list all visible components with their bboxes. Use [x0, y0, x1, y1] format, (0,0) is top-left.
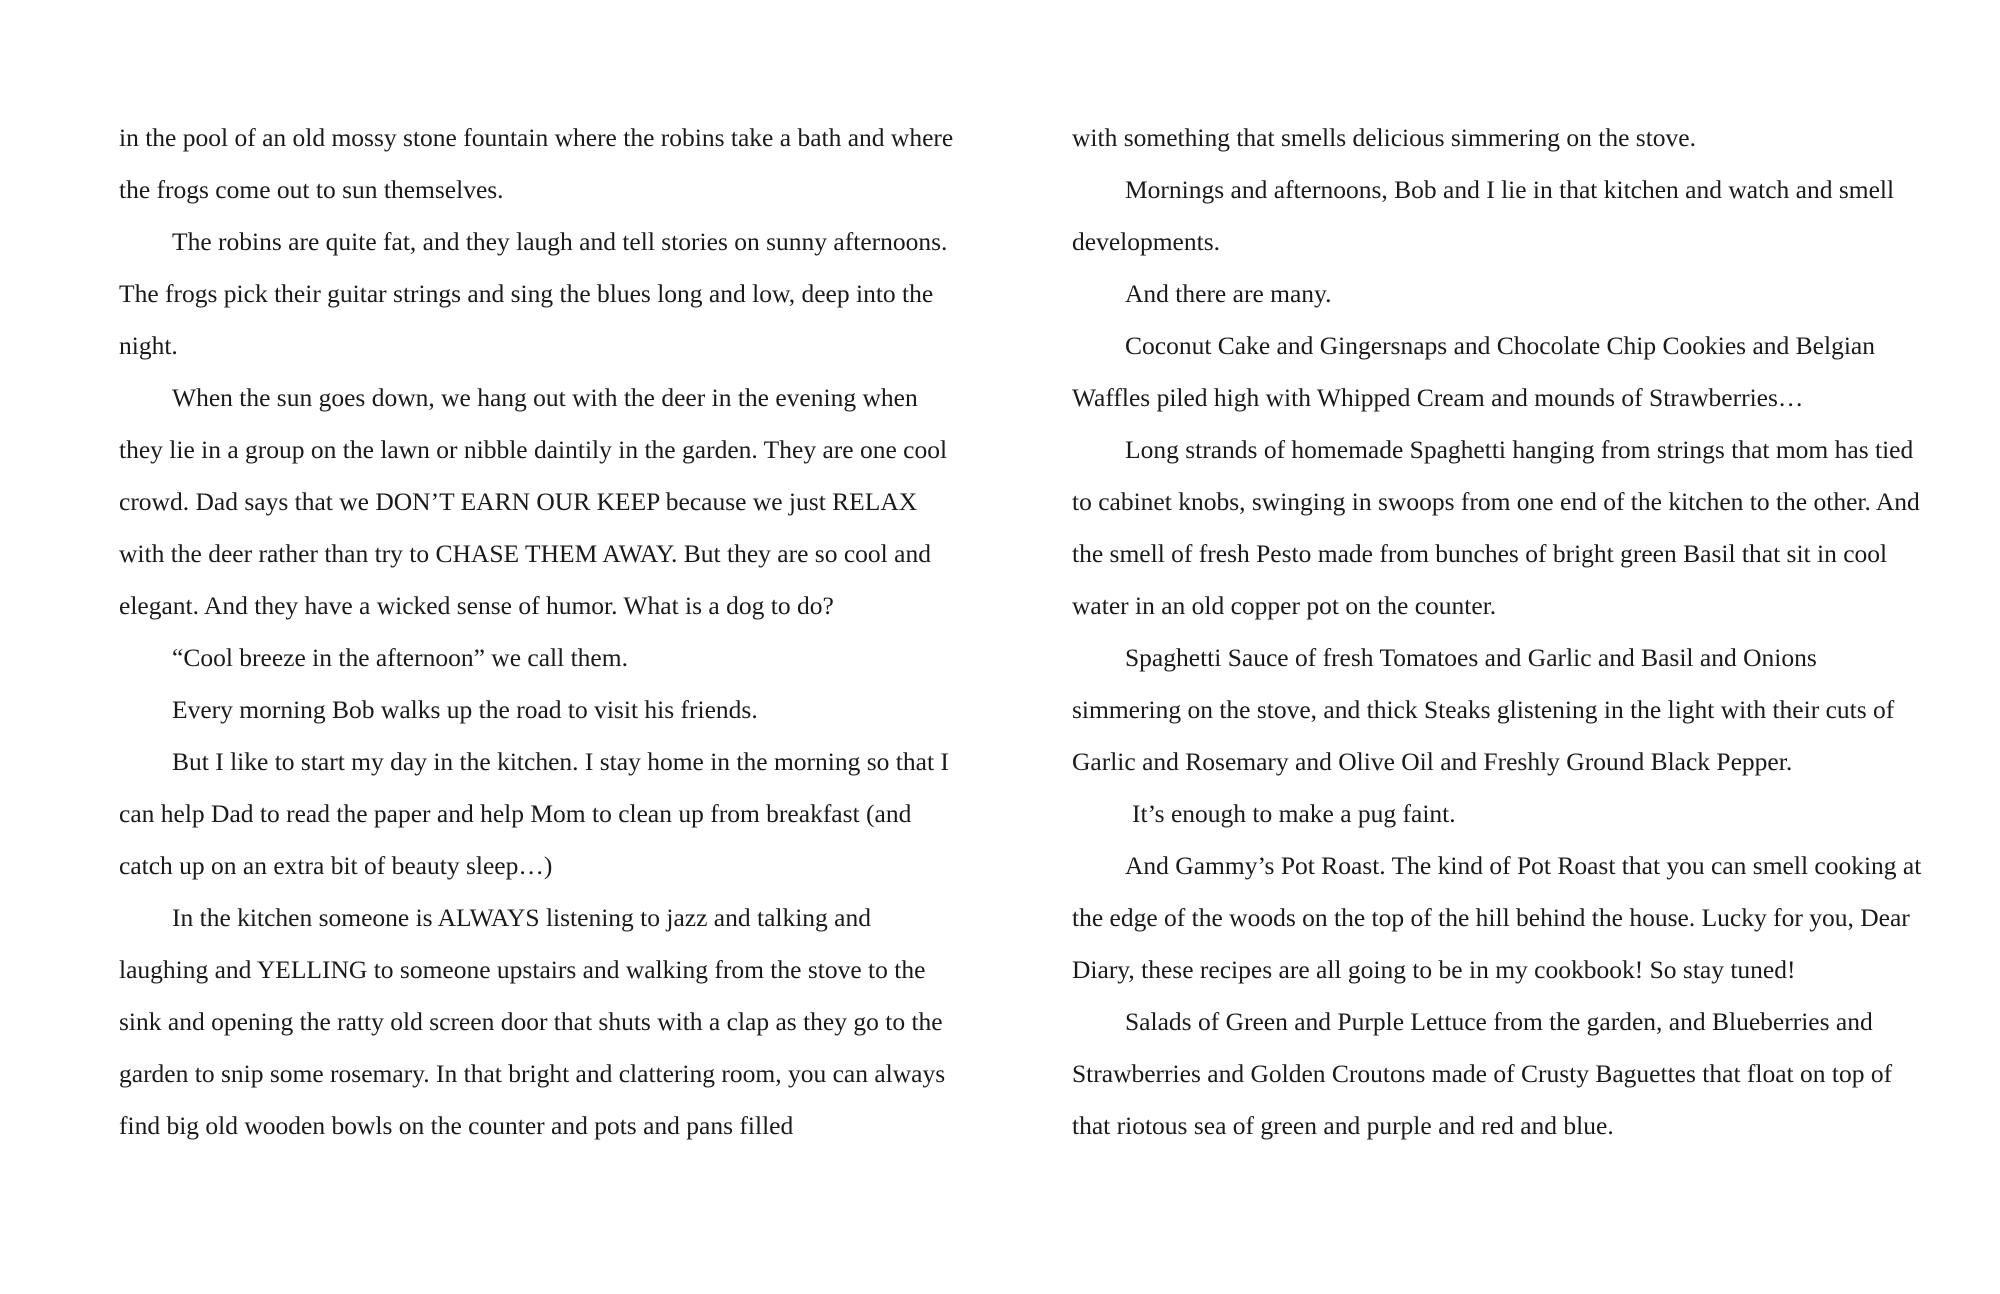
left-paragraph-6: But I like to start my day in the kitchen. I stay home in the morning so that I can help Dad to read the paper and help Mom to clean up from breakfast (and catch up on an extra bit of beauty sleep…): [119, 747, 949, 880]
left-paragraph-3: When the sun goes down, we hang out with the deer in the evening when they lie in a group on the lawn or nibble daintily in the garden. They are one cool crowd. Dad says that we DON’T EARN OUR KEEP because we just RELAX with the deer rather than try to CHASE THEM AWAY. But they are so cool and elegant. And they have a wicked sense of humor. What is a dog to do?: [119, 383, 948, 620]
right-paragraph-1: with something that smells delicious simmering on the stove.: [1072, 123, 1696, 152]
right-paragraph-9: Salads of Green and Purple Lettuce from the garden, and Blueberries and Strawberries and Golden Croutons made of Crusty Baguettes that float on top of that riotous sea of green and purple and red and blue.: [1072, 1007, 1893, 1140]
right-page-column: [1072, 112, 1922, 1152]
right-paragraph-7: It’s enough to make a pug faint.: [1132, 799, 1456, 828]
left-paragraph-1: in the pool of an old mossy stone fountain where the robins take a bath and where the frogs come out to sun themselves.: [119, 123, 954, 204]
left-paragraph-4: “Cool breeze in the afternoon” we call them.: [172, 643, 628, 672]
right-paragraph-3: And there are many.: [1125, 279, 1332, 308]
right-paragraph-4: Coconut Cake and Gingersnaps and Chocolate Chip Cookies and Belgian Waffles piled high with Whipped Cream and mounds of Strawberries…: [1072, 331, 1875, 412]
left-paragraph-7: In the kitchen someone is ALWAYS listening to jazz and talking and laughing and YELLING to someone upstairs and walking from the stove to the sink and opening the ratty old screen door that shuts with a clap as they go to the garden to snip some rosemary. In that bright and clattering room, you can always find big old wooden bowls on the counter and pots and pans filled: [119, 903, 946, 1140]
right-paragraph-2: Mornings and afternoons, Bob and I lie in that kitchen and watch and smell developments.: [1072, 175, 1895, 256]
left-paragraph-2: The robins are quite fat, and they laugh and tell stories on sunny afternoons. The frogs pick their guitar strings and sing the blues long and low, deep into the night.: [119, 227, 948, 360]
right-paragraph-5: Long strands of homemade Spaghetti hanging from strings that mom has tied to cabinet knobs, swinging in swoops from one end of the kitchen to the other. And the smell of fresh Pesto made from bunches of bright green Basil that sit in cool water in an old copper pot on the counter.: [1072, 435, 1920, 620]
left-paragraph-5: Every morning Bob walks up the road to visit his friends.: [172, 695, 758, 724]
left-page-column: [119, 112, 959, 1152]
right-paragraph-6: Spaghetti Sauce of fresh Tomatoes and Garlic and Basil and Onions simmering on the stove, and thick Steaks glistening in the light with their cuts of Garlic and Rosemary and Olive Oil and Freshly Ground Black Pepper.: [1072, 643, 1895, 776]
right-paragraph-8: And Gammy’s Pot Roast. The kind of Pot Roast that you can smell cooking at the edge of the woods on the top of the hill behind the house. Lucky for you, Dear Diary, these recipes are all going to be in my cookbook! So stay tuned!: [1072, 851, 1922, 984]
